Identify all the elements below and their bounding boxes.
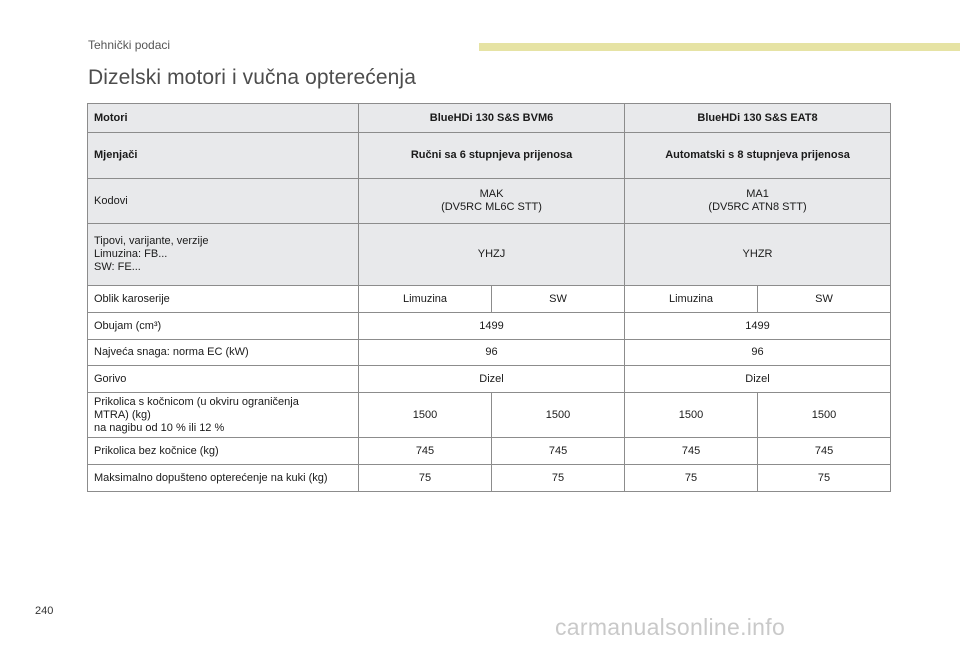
row-label-prikolica-bez: Prikolica bez kočnice (kg) [88,438,359,465]
engine-spec-table [87,103,891,492]
section-label: Tehnički podaci [88,38,171,52]
table-cell: 75 [492,465,625,492]
table-row-kodovi [88,179,891,224]
table-cell: 1499 [359,313,625,340]
table-cell: SW [758,286,891,313]
table-cell: 75 [758,465,891,492]
row-label-snaga: Najveća snaga: norma EC (kW) [88,340,359,366]
row-label-karoserija: Oblik karoserije [88,286,359,313]
page-title: Dizelski motori i vučna opterećenja [88,66,416,89]
watermark: carmanualsonline.info [555,614,786,640]
table-row-karoserija [88,286,891,313]
row-label-kuka: Maksimalno dopušteno opterećenje na kuki (kg) [88,465,359,492]
prikolica-label-line1: Prikolica s kočnicom (u okviru ograničenja [94,395,299,408]
table-row-snaga [88,340,891,366]
page-number: 240 [35,605,54,617]
prikolica-label-line3: na nagibu od 10 % ili 12 % [94,421,225,434]
tipovi-label-line2: Limuzina: FB... [94,248,168,260]
table-cell: SW [492,286,625,313]
table-cell: 745 [359,438,492,465]
table-cell: Limuzina [359,286,492,313]
table-cell: 96 [359,340,625,366]
code-b-line2: (DV5RC ATN8 STT) [708,201,807,213]
table-cell: Dizel [359,366,625,393]
table-cell: 745 [758,438,891,465]
table-cell: 1500 [359,393,492,438]
row-label-motori: Motori [88,104,359,133]
code-b [625,179,891,224]
table-row-prikolica-kocnica [88,393,891,438]
table-row-tipovi [88,224,891,286]
row-label-prikolica-kocnica [88,393,359,438]
type-b: YHZR [625,224,891,286]
table-cell: 745 [492,438,625,465]
table-cell: 75 [625,465,758,492]
code-b-line1: MA1 [746,188,769,200]
row-label-mjenjaci: Mjenjači [88,133,359,179]
table-cell: 96 [625,340,891,366]
table-cell: 1499 [625,313,891,340]
engine-b-header: BlueHDi 130 S&S EAT8 [625,104,891,133]
gearbox-b: Automatski s 8 stupnjeva prijenosa [625,133,891,179]
table-cell: 1500 [492,393,625,438]
tipovi-label-line1: Tipovi, varijante, verzije [94,235,209,247]
table-row-mjenjaci [88,133,891,179]
table-row-gorivo [88,366,891,393]
header-accent-bar [479,43,960,51]
table-cell: 75 [359,465,492,492]
table-cell: 745 [625,438,758,465]
table-row-obujam [88,313,891,340]
gearbox-a: Ručni sa 6 stupnjeva prijenosa [359,133,625,179]
table-cell: Dizel [625,366,891,393]
code-a [359,179,625,224]
table-cell: Limuzina [625,286,758,313]
row-label-kodovi: Kodovi [88,179,359,224]
prikolica-label-line2: MTRA) (kg) [94,408,151,421]
table-cell: 1500 [758,393,891,438]
table-row-prikolica-bez [88,438,891,465]
tipovi-label-line3: SW: FE... [94,261,141,273]
row-label-gorivo: Gorivo [88,366,359,393]
engine-a-header: BlueHDi 130 S&S BVM6 [359,104,625,133]
table-row-motori [88,104,891,133]
table-cell: 1500 [625,393,758,438]
code-a-line2: (DV5RC ML6C STT) [441,201,542,213]
row-label-obujam: Obujam (cm³) [88,313,359,340]
table-row-kuka [88,465,891,492]
code-a-line1: MAK [479,188,504,200]
type-a: YHZJ [359,224,625,286]
row-label-tipovi [88,224,359,286]
